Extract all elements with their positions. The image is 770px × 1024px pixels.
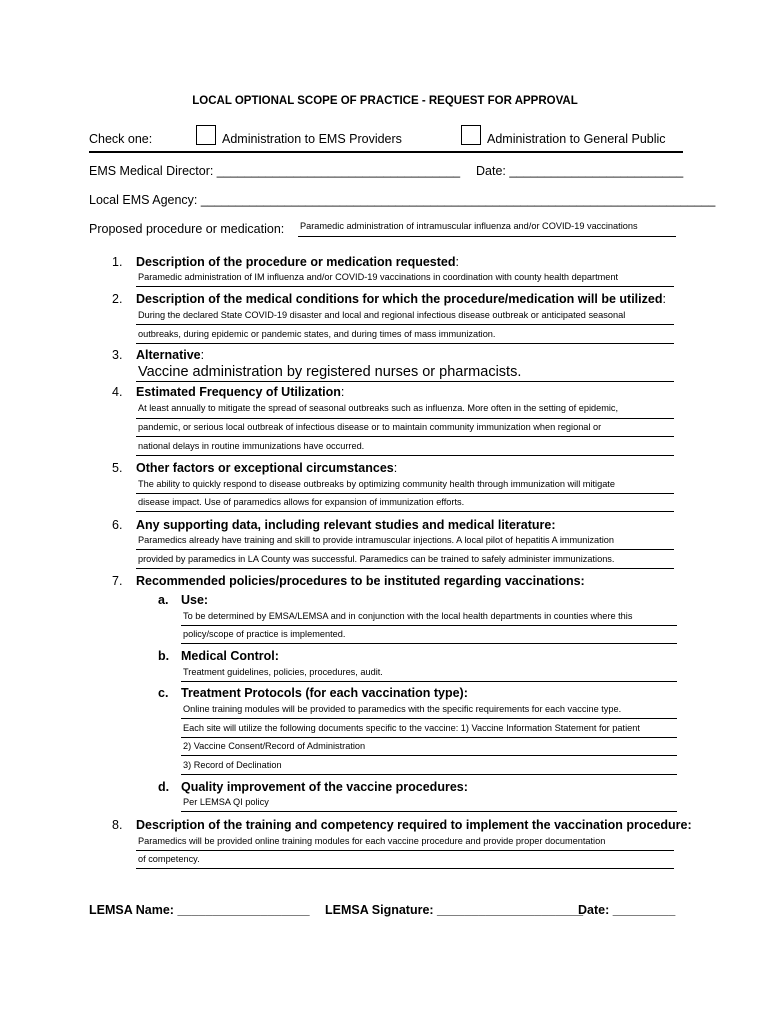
lemsa-date-field[interactable]: Date: _________: [578, 903, 676, 917]
section-8-line-1[interactable]: Paramedics will be provided online training modules for each vaccine procedure and provide proper documentation: [138, 836, 606, 846]
section-2-line-2[interactable]: outbreaks, during epidemic or pandemic states, and during times of mass immunization.: [138, 329, 496, 339]
section-2-number: 2.: [112, 292, 123, 306]
section-7b-heading: Medical Control:: [181, 649, 279, 663]
section-5-number: 5.: [112, 461, 123, 475]
section-7c-letter: c.: [158, 686, 169, 700]
section-2-heading: Description of the medical conditions for which the procedure/medication will be utilized:: [136, 292, 666, 306]
section-6-underline-1: [136, 549, 674, 550]
section-7-number: 7.: [112, 574, 123, 588]
section-2-line-1[interactable]: During the declared State COVID-19 disaster and local and regional infectious disease outbreak or anticipated seasonal: [138, 310, 626, 320]
section-7b-letter: b.: [158, 649, 170, 663]
section-7d-line-1[interactable]: Per LEMSA QI policy: [183, 797, 269, 807]
section-4-line-1[interactable]: At least annually to mitigate the spread of seasonal outbreaks such as influenza. More often in the setting of epidemic,: [138, 403, 619, 413]
section-7d-underline-1: [181, 811, 677, 812]
section-1-line-1[interactable]: Paramedic administration of IM influenza and/or COVID-19 vaccinations in coordination with county health department: [138, 272, 619, 282]
section-7a-letter: a.: [158, 593, 169, 607]
section-4-number: 4.: [112, 385, 123, 399]
section-7c-underline-3: [181, 755, 677, 756]
general-public-checkbox[interactable]: [461, 125, 481, 145]
section-8-heading: Description of the training and competency required to implement the vaccination procedure:: [136, 818, 692, 832]
section-2-underline-2: [136, 343, 674, 344]
section-7c-line-1[interactable]: Online training modules will be provided to paramedics with the specific requirements for each vaccine type.: [183, 704, 622, 714]
lemsa-name-field[interactable]: LEMSA Name: ___________________: [89, 903, 310, 917]
local-ems-agency-field[interactable]: Local EMS Agency: __________________________________________________________________________: [89, 193, 716, 207]
section-7a-heading: Use:: [181, 593, 209, 607]
section-3-heading: Alternative:: [136, 348, 205, 362]
section-5-line-1[interactable]: The ability to quickly respond to disease outbreaks by optimizing community health through immunization will mitigate: [138, 479, 615, 489]
section-3-number: 3.: [112, 348, 123, 362]
section-7a-underline-1: [181, 625, 677, 626]
date-field[interactable]: Date: _________________________: [476, 164, 684, 178]
section-7c-underline-1: [181, 718, 677, 719]
section-7d-heading: Quality improvement of the vaccine procedures:: [181, 780, 468, 794]
ems-providers-checkbox[interactable]: [196, 125, 216, 145]
section-4-heading: Estimated Frequency of Utilization:: [136, 385, 345, 399]
section-4-line-2[interactable]: pandemic, or serious local outbreak of infectious disease or to maintain community immunization when regional or: [138, 422, 602, 432]
section-4-underline-3: [136, 455, 674, 456]
section-5-heading: Other factors or exceptional circumstances:: [136, 461, 398, 475]
section-8-underline-2: [136, 868, 674, 869]
section-7c-underline-2: [181, 737, 677, 738]
section-6-line-2[interactable]: provided by paramedics in LA County was successful. Paramedics can be trained to safely administer immunizations.: [138, 554, 615, 564]
form-title: LOCAL OPTIONAL SCOPE OF PRACTICE - REQUEST FOR APPROVAL: [192, 95, 578, 107]
section-4-underline-1: [136, 418, 674, 419]
check-one-divider: [89, 151, 683, 153]
section-8-number: 8.: [112, 818, 123, 832]
lemsa-signature-field[interactable]: LEMSA Signature: _____________________: [325, 903, 584, 917]
section-3-line-1[interactable]: Vaccine administration by registered nurses or pharmacists.: [138, 364, 522, 380]
section-2-underline-1: [136, 324, 674, 325]
check-one-label: Check one:: [89, 132, 153, 146]
section-6-underline-2: [136, 568, 674, 569]
section-8-line-2[interactable]: of competency.: [138, 854, 200, 864]
proposed-procedure-label: Proposed procedure or medication:: [89, 222, 285, 236]
general-public-option-label: Administration to General Public: [487, 132, 666, 146]
ems-providers-option-label: Administration to EMS Providers: [222, 132, 402, 146]
section-6-number: 6.: [112, 518, 123, 532]
section-7c-line-2[interactable]: Each site will utilize the following documents specific to the vaccine: 1) Vaccine Information Statement for patient: [183, 723, 640, 733]
section-5-underline-1: [136, 493, 674, 494]
section-7c-heading: Treatment Protocols (for each vaccination type):: [181, 686, 468, 700]
section-6-line-1[interactable]: Paramedics already have training and skill to provide intramuscular injections. A local pilot of hepatitis A immunization: [138, 535, 614, 545]
section-3-underline-1: [136, 381, 674, 382]
section-5-line-2[interactable]: disease impact. Use of paramedics allows for expansion of immunization efforts.: [138, 497, 465, 507]
section-1-number: 1.: [112, 255, 123, 269]
section-7a-line-1[interactable]: To be determined by EMSA/LEMSA and in conjunction with the local health departments in counties where this: [183, 611, 633, 621]
section-1-heading: Description of the procedure or medication requested:: [136, 255, 459, 269]
section-7c-underline-4: [181, 774, 677, 775]
section-7b-underline-1: [181, 681, 677, 682]
section-4-line-3[interactable]: national delays in routine immunizations have occurred.: [138, 441, 365, 451]
section-7a-line-2[interactable]: policy/scope of practice is implemented.: [183, 629, 346, 639]
section-8-underline-1: [136, 850, 674, 851]
section-5-underline-2: [136, 511, 674, 512]
section-4-underline-2: [136, 436, 674, 437]
proposed-procedure-underline: [298, 236, 676, 237]
section-6-heading: Any supporting data, including relevant studies and medical literature:: [136, 518, 556, 532]
section-7d-letter: d.: [158, 780, 170, 794]
section-7a-underline-2: [181, 643, 677, 644]
section-7c-line-3[interactable]: 2) Vaccine Consent/Record of Administration: [183, 741, 366, 751]
section-7-heading: Recommended policies/procedures to be instituted regarding vaccinations:: [136, 574, 585, 588]
section-7c-line-4[interactable]: 3) Record of Declination: [183, 760, 282, 770]
ems-medical-director-field[interactable]: EMS Medical Director: ___________________________________: [89, 164, 461, 178]
section-1-underline-1: [136, 286, 674, 287]
proposed-procedure-value[interactable]: Paramedic administration of intramuscular influenza and/or COVID-19 vaccinations: [300, 221, 638, 231]
section-7b-line-1[interactable]: Treatment guidelines, policies, procedures, audit.: [183, 667, 383, 677]
